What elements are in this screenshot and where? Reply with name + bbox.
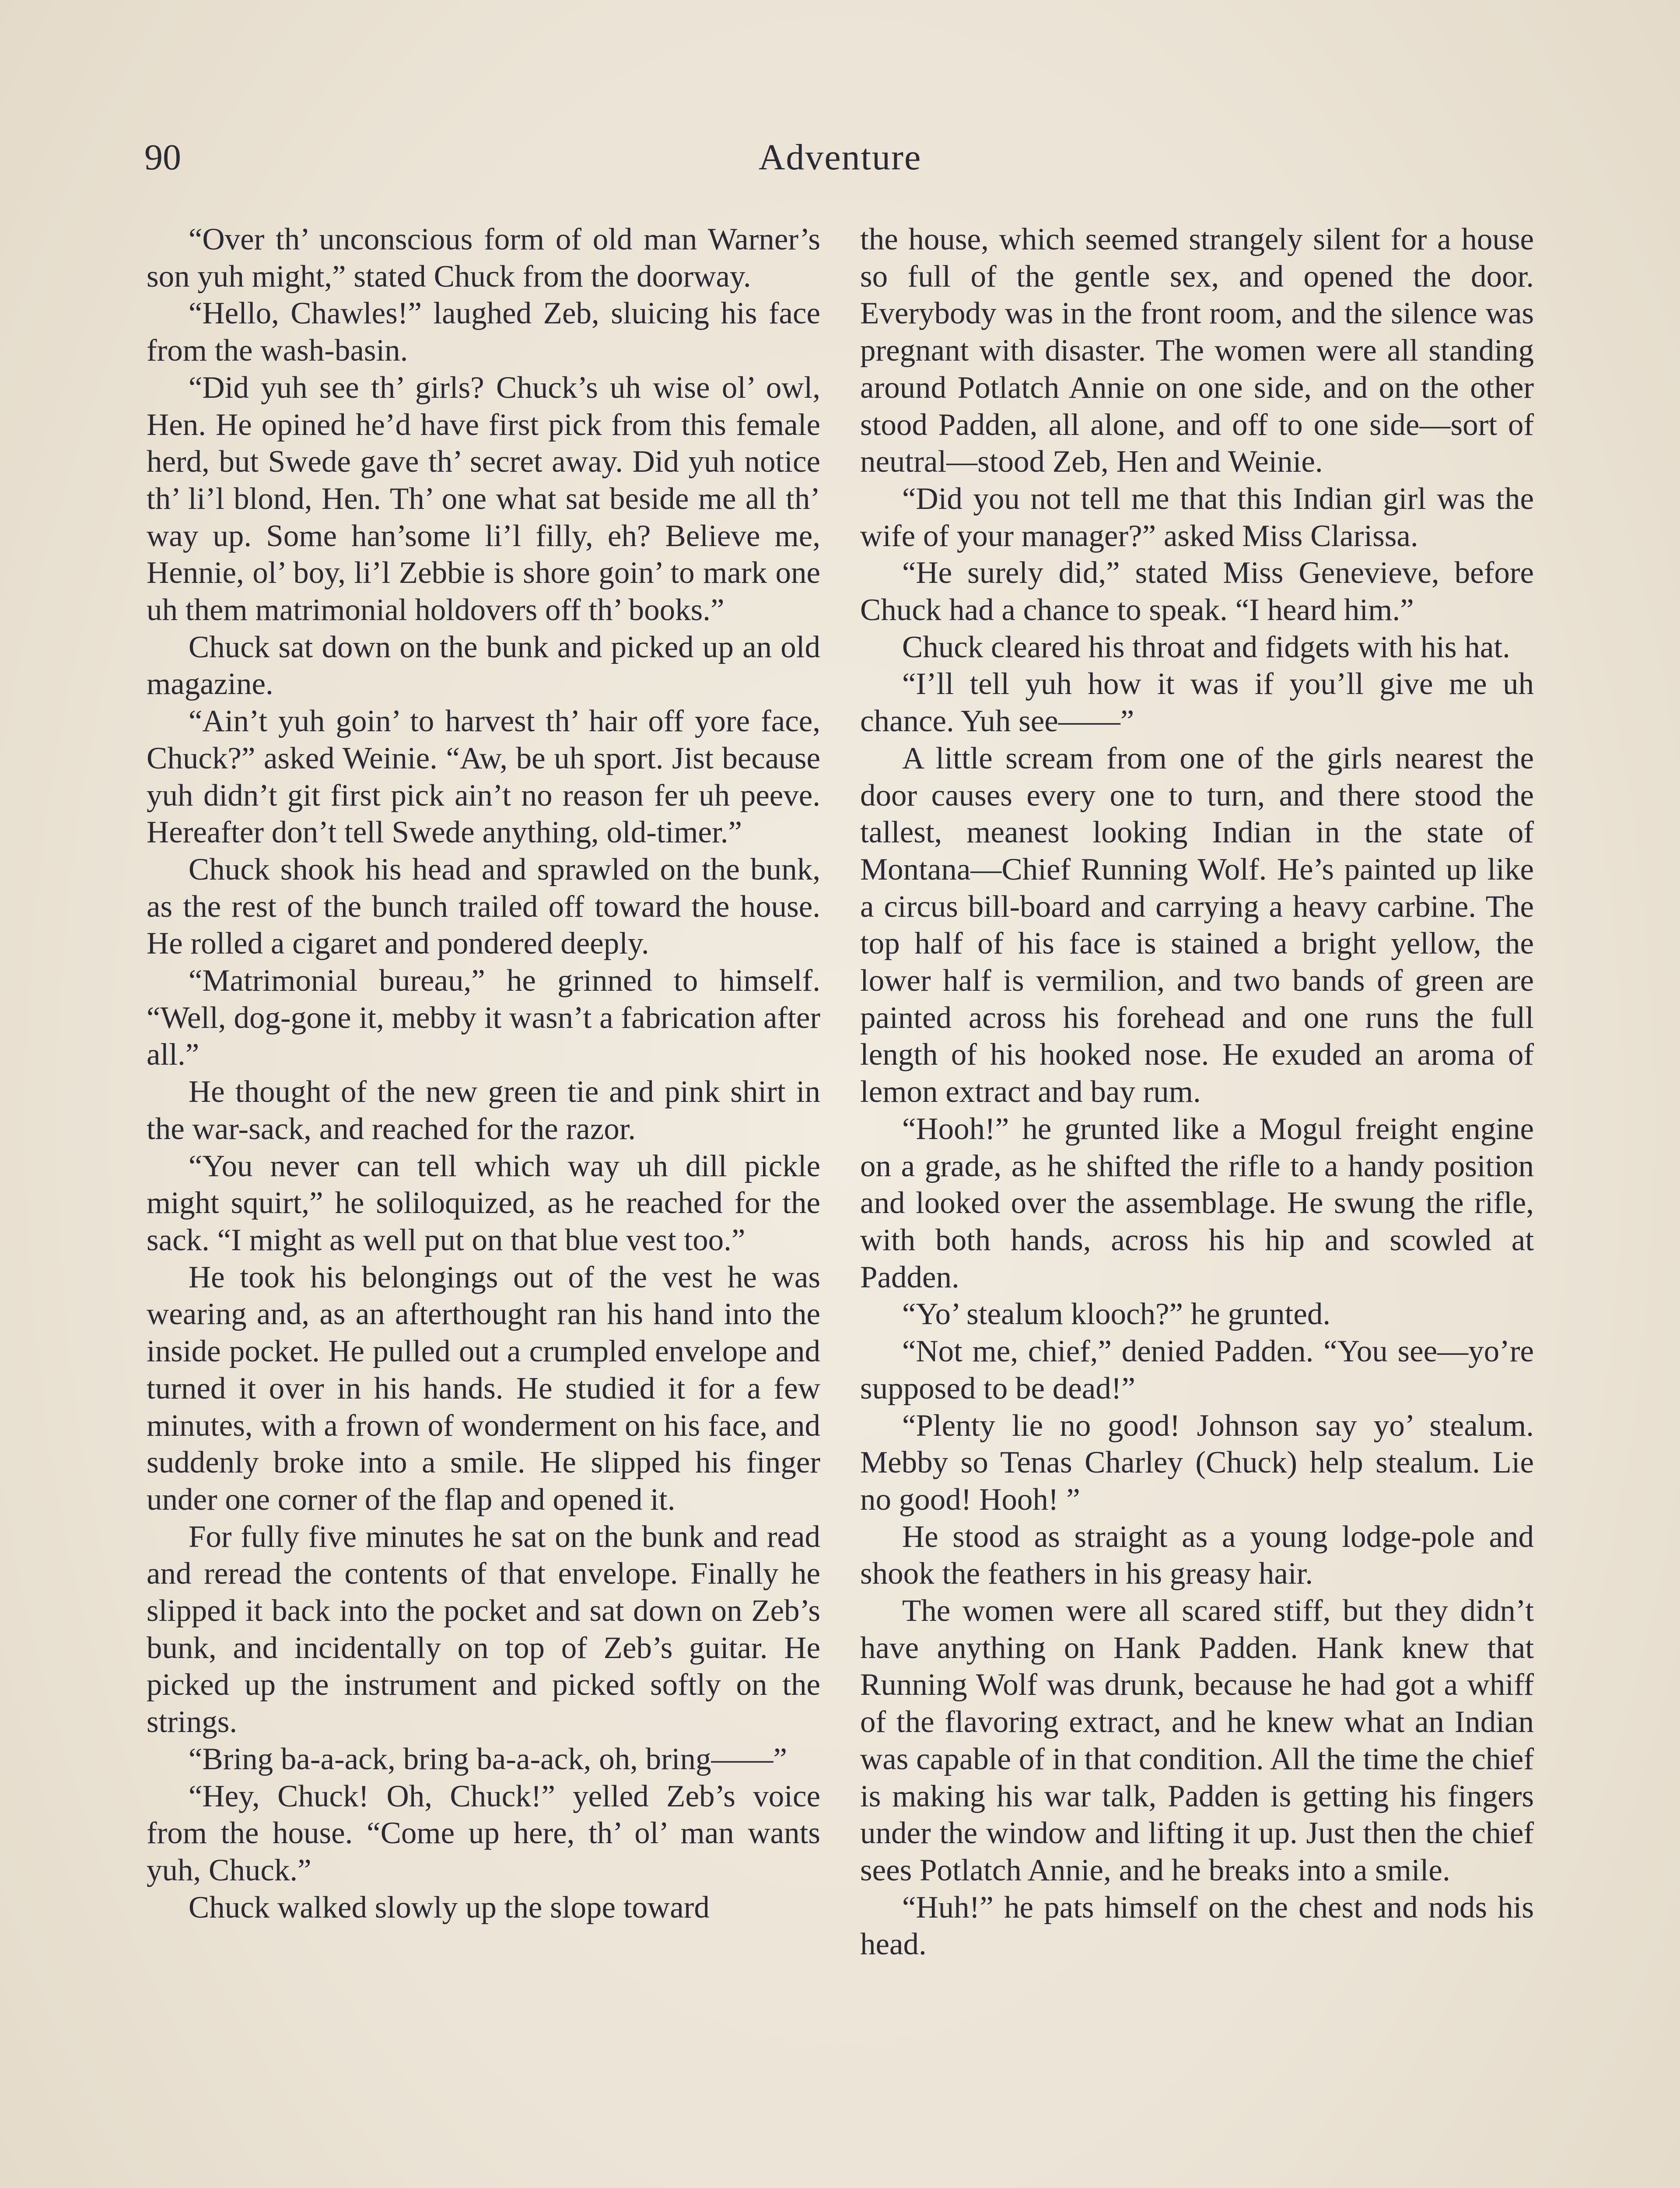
paragraph: For fully five minutes he sat on the bunk and read and reread the contents of that envelope. Finally he slipped it back into the pocket and sat down on Zeb’s bunk, and incidentally on top of Zeb’s guitar. He picked up the instrument and picked softly on the strings. bbox=[147, 1519, 820, 1739]
left-column bbox=[147, 221, 820, 1926]
paragraph: “Yo’ stealum klooch?” he grunted. bbox=[902, 1297, 1331, 1332]
paragraph: “Matrimonial bureau,” he grinned to himself. “Well, dog-gone it, mebby it wasn’t a fabrication after all.” bbox=[147, 964, 820, 1072]
paragraph: the house, which seemed strangely silent for a house so full of the gentle sex, and opened the door. Everybody was in the front room, and the silence was pregnant with disaster. The women were all standing around Potlatch Annie on one side, and on the other stood Padden, all alone, and off to one side—sort of neutral—stood Zeb, Hen and Weinie. bbox=[860, 222, 1534, 479]
paragraph: “Plenty lie no good! Johnson say yo’ stealum. Mebby so Tenas Charley (Chuck) help stealum. Lie no good! Hooh! ” bbox=[860, 1408, 1534, 1517]
paragraph: A little scream from one of the girls nearest the door causes every one to turn, and there stood the tallest, meanest looking Indian in the state of Montana—Chief Running Wolf. He’s painted up like a circus bill-board and carrying a heavy carbine. The top half of his face is stained a bright yellow, the lower half is vermilion, and two bands of green are painted across his forehead and one runs the full length of his hooked nose. He exuded an aroma of lemon extract and bay rum. bbox=[860, 741, 1534, 1109]
paragraph: Chuck sat down on the bunk and picked up an old magazine. bbox=[147, 630, 820, 701]
page-header bbox=[144, 131, 1536, 184]
paragraph: He took his belongings out of the vest he was wearing and, as an afterthought ran his hand into the inside pocket. He pulled out a crumpled envelope and turned it over in his hands. He studied it for a few minutes, with a frown of wonderment on his face, and suddenly broke into a smile. He slipped his finger under one corner of the flap and opened it. bbox=[147, 1260, 820, 1517]
paragraph: “You never can tell which way uh dill pickle might squirt,” he soliloquized, as he reached for the sack. “I might as well put on that blue vest too.” bbox=[147, 1149, 820, 1257]
paragraph: “Huh!” he pats himself on the chest and nods his head. bbox=[860, 1890, 1534, 1962]
paragraph: “Over th’ unconscious form of old man Warner’s son yuh might,” stated Chuck from the doorway. bbox=[147, 222, 820, 294]
paragraph: “Hey, Chuck! Oh, Chuck!” yelled Zeb’s voice from the house. “Come up here, th’ ol’ man wants yuh, Chuck.” bbox=[147, 1779, 820, 1887]
running-title: Adventure bbox=[758, 137, 922, 178]
paragraph: “Bring ba-a-ack, bring ba-a-ack, oh, bring——” bbox=[188, 1742, 788, 1776]
paragraph: He thought of the new green tie and pink shirt in the war-sack, and reached for the razor. bbox=[147, 1075, 820, 1146]
paragraph: “Did yuh see th’ girls? Chuck’s uh wise ol’ owl, Hen. He opined he’d have first pick from this female herd, but Swede gave th’ secret away. Did yuh notice th’ li’l blond, Hen. Th’ one what sat beside me all th’ way up. Some han’some li’l filly, eh? Believe me, Hennie, ol’ boy, li’l Zebbie is shore goin’ to mark one uh them matrimonial holdovers off th’ books.” bbox=[147, 370, 820, 628]
paragraph: He stood as straight as a young lodge-pole and shook the feathers in his greasy hair. bbox=[860, 1519, 1534, 1591]
paragraph: “Not me, chief,” denied Padden. “You see—yo’re supposed to be dead!” bbox=[860, 1334, 1534, 1406]
paragraph: “Hooh!” he grunted like a Mogul freight engine on a grade, as he shifted the rifle to a handy position and looked over the assemblage. He swung the rifle, with both hands, across his hip and scowled at Padden. bbox=[860, 1112, 1534, 1294]
paragraph: Chuck shook his head and sprawled on the bunk, as the rest of the bunch trailed off toward the house. He rolled a cigaret and pondered deeply. bbox=[147, 852, 820, 961]
paragraph: “He surely did,” stated Miss Genevieve, before Chuck had a chance to speak. “I heard him.” bbox=[860, 556, 1534, 628]
paragraph: Chuck cleared his throat and fidgets with his hat. bbox=[902, 630, 1510, 664]
page-number: 90 bbox=[144, 137, 181, 178]
paragraph: “Hello, Chawles!” laughed Zeb, sluicing his face from the wash-basin. bbox=[147, 296, 820, 368]
paragraph: Chuck walked slowly up the slope toward bbox=[188, 1890, 710, 1925]
right-column bbox=[860, 221, 1534, 1963]
paragraph: “I’ll tell yuh how it was if you’ll give me uh chance. Yuh see——” bbox=[860, 667, 1534, 739]
paragraph: “Did you not tell me that this Indian girl was the wife of your manager?” asked Miss Clarissa. bbox=[860, 481, 1534, 553]
paragraph: “Ain’t yuh goin’ to harvest th’ hair off yore face, Chuck?” asked Weinie. “Aw, be uh sport. Jist because yuh didn’t git first pick ain’t no reason fer uh peeve. Hereafter don’t tell Swede anything, old-timer.” bbox=[147, 704, 820, 850]
paragraph: The women were all scared stiff, but they didn’t have anything on Hank Padden. Hank knew that Running Wolf was drunk, because he had got a whiff of the flavoring extract, and he knew what an Indian was capable of in that condition. All the time the chief is making his war talk, Padden is getting his fingers under the window and lifting it up. Just then the chief sees Potlatch Annie, and he breaks into a smile. bbox=[860, 1594, 1534, 1887]
